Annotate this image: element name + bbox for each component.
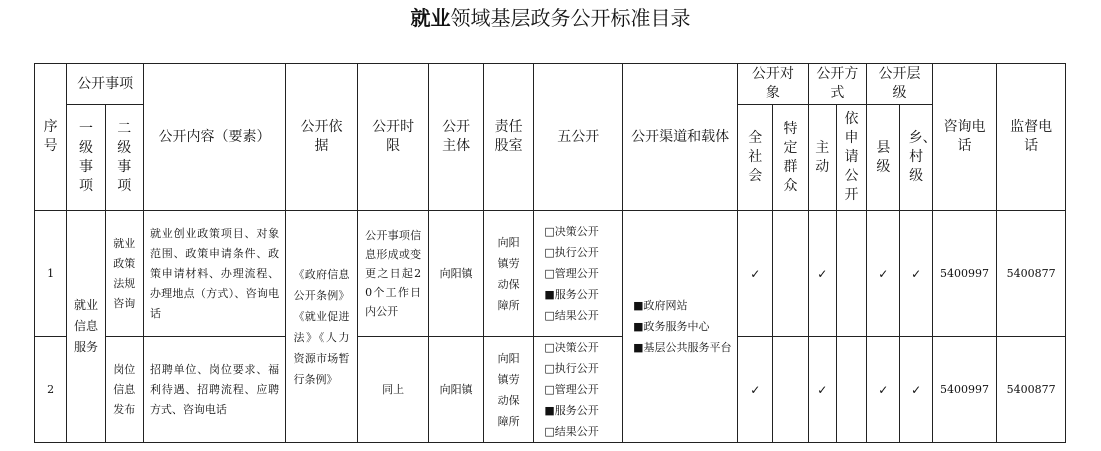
level2-item: 就业政策法规咨询	[105, 211, 143, 337]
check-all: ✓	[738, 337, 773, 443]
header-target: 公开对象	[738, 64, 809, 105]
header-dept: 责任股室	[483, 64, 533, 211]
check-county: ✓	[867, 211, 900, 337]
content-cell: 就业创业政策项目、对象范围、政策申请条件、政策申请材料、办理流程、办理地点（方式）、咨询电话	[143, 211, 285, 337]
five-cell	[534, 337, 623, 443]
five-item: ■服务公开	[544, 404, 599, 417]
five-cell	[534, 211, 623, 337]
check-group	[773, 211, 808, 337]
header-supervise: 监督电话	[997, 64, 1066, 211]
catalog-table	[34, 63, 1066, 443]
header-seq: 序号	[35, 64, 67, 211]
header-target-group: 特定群众	[773, 105, 808, 211]
dept-cell: 向阳镇劳动保障所	[483, 211, 533, 337]
five-item: □结果公开	[544, 425, 599, 438]
check-town: ✓	[900, 337, 932, 443]
header-content: 公开内容（要素）	[143, 64, 285, 211]
header-five: 五公开	[534, 64, 623, 211]
header-subject: 公开主体	[429, 64, 483, 211]
channel-item: ■政务服务中心	[633, 320, 710, 333]
check-all: ✓	[738, 211, 773, 337]
check-group	[773, 337, 808, 443]
title-bold: 就业	[410, 6, 451, 30]
header-channel: 公开渠道和载体	[623, 64, 738, 211]
check-active: ✓	[808, 337, 836, 443]
time-limit-cell: 同上	[357, 337, 429, 443]
header-level2: 二级事项	[105, 105, 143, 211]
header-level: 公开层级	[867, 64, 933, 105]
level1-item: 就业信息服务	[67, 211, 105, 443]
five-item: □结果公开	[544, 309, 599, 322]
five-item: □执行公开	[544, 246, 599, 259]
five-item: □管理公开	[544, 383, 599, 396]
header-level1: 一级事项	[67, 105, 105, 211]
supervise-phone: 5400877	[997, 211, 1066, 337]
table-row	[35, 211, 1066, 337]
header-row-1	[35, 64, 1066, 105]
channel-cell	[623, 211, 738, 443]
row-seq: 2	[35, 337, 67, 443]
consult-phone: 5400997	[932, 211, 997, 337]
header-method: 公开方式	[808, 64, 866, 105]
dept-cell: 向阳镇劳动保障所	[483, 337, 533, 443]
five-item: □执行公开	[544, 362, 599, 375]
header-level-town: 乡、村级	[900, 105, 932, 211]
level2-item: 岗位信息发布	[105, 337, 143, 443]
header-items: 公开事项	[67, 64, 144, 105]
check-apply	[836, 337, 866, 443]
header-method-apply: 依申请公开	[836, 105, 866, 211]
check-apply	[836, 211, 866, 337]
content-cell: 招聘单位、岗位要求、福利待遇、招聘流程、应聘方式、咨询电话	[143, 337, 285, 443]
channel-item: ■基层公共服务平台	[633, 341, 732, 354]
header-consult: 咨询电话	[932, 64, 997, 211]
row-seq: 1	[35, 211, 67, 337]
check-active: ✓	[808, 211, 836, 337]
basis-cell: 《政府信息公开条例》《就业促进法》《人力资源市场暂行条例》	[286, 211, 358, 443]
subject-cell: 向阳镇	[429, 337, 483, 443]
header-basis: 公开依据	[286, 64, 358, 211]
supervise-phone: 5400877	[997, 337, 1066, 443]
header-level-county: 县级	[867, 105, 900, 211]
five-item: ■服务公开	[544, 288, 599, 301]
header-method-active: 主动	[808, 105, 836, 211]
title-rest: 领域基层政务公开标准目录	[450, 6, 691, 30]
five-item: □决策公开	[544, 225, 599, 238]
header-target-all: 全社会	[738, 105, 773, 211]
five-item: □管理公开	[544, 267, 599, 280]
page-title	[0, 4, 1101, 32]
check-town: ✓	[900, 211, 932, 337]
channel-item: ■政府网站	[633, 299, 688, 312]
header-time-limit: 公开时限	[357, 64, 429, 211]
five-item: □决策公开	[544, 341, 599, 354]
subject-cell: 向阳镇	[429, 211, 483, 337]
consult-phone: 5400997	[932, 337, 997, 443]
time-limit-cell: 公开事项信息形成或变更之日起20个工作日内公开	[357, 211, 429, 337]
table-row	[35, 337, 1066, 443]
check-county: ✓	[867, 337, 900, 443]
